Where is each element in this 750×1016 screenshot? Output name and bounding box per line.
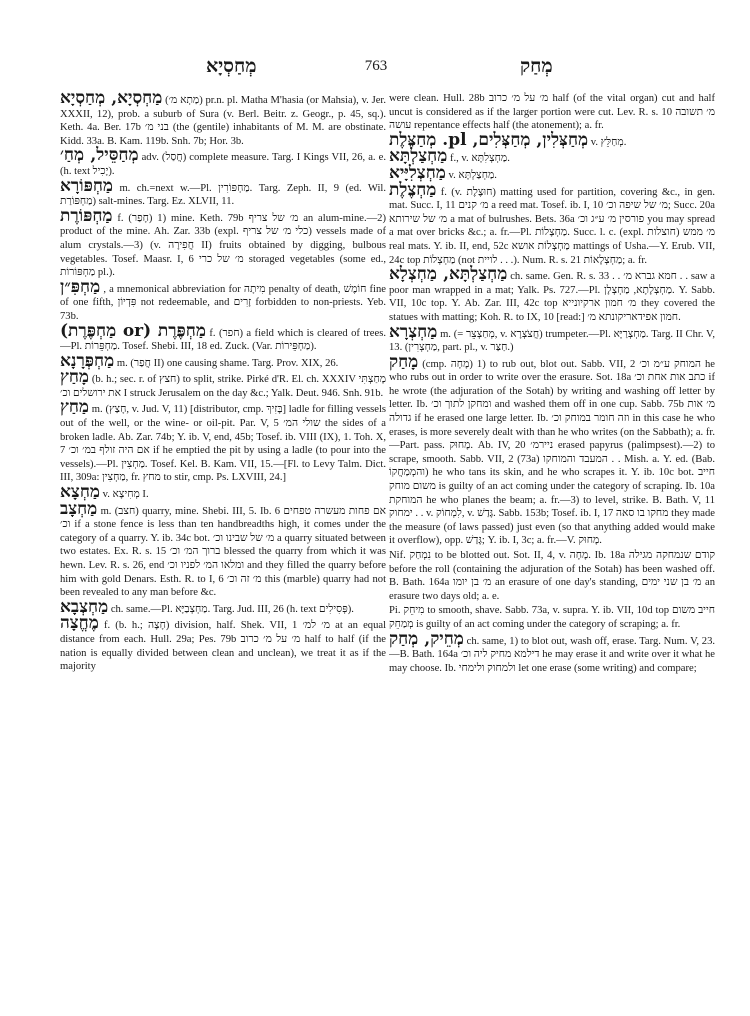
entry-headword: מְחַסֵּיל, מְחַ׳ bbox=[60, 145, 139, 166]
entry-text: m. (= מְחַצְצֵר, v. חֲצֹצְרָא) trumpeter.—Pl. מַחְצְרַיָּא. Targ. II Chr. V, 13. (מַחְצְרִין, part. pl., v. חַצַּר.) bbox=[389, 328, 715, 354]
entry-headword: מַחְצֶלֶת bbox=[389, 179, 437, 200]
entry-text: adv. (חֲסַל) complete measure. Targ. I Kings VII, 26, a. e. (h. text יָכִיל). bbox=[60, 152, 386, 177]
entry-text: f. (v. חוּצֶלֶת) matting used for partition, covering &c., in gen. mat. Succ. I, 11 מ׳ קנים a reed mat. Tosef. ib. I, 10 מ׳ של שיפה וכ׳; Succ. 20a מ׳ של שירותא a mat of bulrushes. Bets. 36a פורסין מ׳ ע״ג וכ׳ you may spread a mat over bricks &c.; a. fr.—Pl. מַחְצָלוֹת. Succ. l. c. (expl. חוצלות) מ׳ ממש real mats. Y. ib. II, end, 52c מַחְצְלוֹת אושא mattings of Usha.—Y. Erub. VII, 24c top מַחְצְלוֹת (not לויית . . .). Num. R. s. 21 מַחְצְלָאוֹת; a. fr. bbox=[389, 186, 715, 266]
entry-headword: מַחְצַלְתָּא bbox=[389, 146, 448, 167]
dictionary-entry bbox=[60, 367, 386, 400]
entry-headword: מַחְצָב bbox=[60, 498, 98, 519]
entry-text: , a mnemonical abbreviation for מִיתָה penalty of death, חוֹמֶשׁ fine of one fifth, פִּדְיוֹן not redeemable, and זָרִים forbidden to non-priests. Yeb. 73b. bbox=[60, 283, 386, 322]
entry-text: ch. same. Gen. R. s. 33 . . חמא גברא מ׳ . . saw a poor man wrapped in a mat; Yalk. Ps. 727.—Pl. מַחְצְלָתָא, מַחְצְלָן. Y. Sabb. VII, 10c top. Y. Ab. Zar. III, 42c top מ׳ חמון ארקיונייא they covered the statues with matting; Koh. R. to IX, 10 [read:] חמון אפידאריקונתא מ׳. bbox=[389, 271, 715, 323]
entry-text: f. (b. h.; חָצָה) division, half. Shek. VII, 1 מ׳ למ׳ at an equal distance from each. Hull. 29a; Pes. 79b מ׳ על מ׳ כרוב half to half (if the nation is equally divided between clean and unclean), we treat it as if the majority bbox=[60, 620, 386, 673]
dictionary-entry bbox=[389, 179, 715, 268]
dictionary-entry bbox=[60, 397, 386, 485]
entry-headword: מָחַק bbox=[389, 351, 419, 372]
entry-text: f. (חפר) a field which is cleared of trees.—Pl. מַחְפֵּרוֹת. Tosef. Shebi. III, 18 ed. Zuck. (Var. מַחְפֵּירוֹת). bbox=[60, 327, 386, 353]
dictionary-entry bbox=[60, 205, 386, 280]
entry-text: f., v. מַחְצְלִתָּא. bbox=[449, 153, 510, 165]
entry-text: m. (חָצַץ, v. Jud. V, 11) [distributor, cmp. בָּזִיךְ] ladle for filling vessels out of the well, or the wine- or oil-pit. Par. V, 5 שולי המ׳ the sides of a broken ladle. Ab. Zar. 74b; Y. ib. V, end, 45b; Tosef. ib. VIII (IX), 1. Toh. X, 7 אם היה זולף במ׳ וכ׳ if he emptied the pit by using a ladle (to pour into the vessels).—Pl. מַחְצִין. Tosef. Kel. B. Kam. VII, 15.—[Fl. to Levy Talm. Dict. III, 309a: מַחְצִין, fr. מחץ to stir, cmp. Ps. LXVIII, 24.] bbox=[60, 404, 386, 484]
entry-text: Pi. מִיחֵק to smooth, shave. Sabb. 73a, v. supra. Y. ib. VII, 10d top חייב משום מְמַחֵק is guilty of an act coming under the category of scraping; a. fr. bbox=[389, 605, 715, 630]
entry-headword: מַחְסְיָא, מְחַסְיָא bbox=[60, 92, 163, 108]
dictionary-entry bbox=[389, 549, 715, 603]
entry-text: (cmp. מָחָה) 1) to rub out, blot out. Sabb. VII, 2 המוחק ע״מ וכ׳ he who rubs out in order to write over the erasure. Sot. 18a כתב אות אחת וכ׳ if he wrote (the adjuration of the Sotah) by writing and washing off letter by letter. Ib. ומחקן לתוך וכ׳ and washed them off in one cup. Sabb. 75b מ׳ אות גדולה if he erased one large letter. Ib. וזה חומר במוחק וכ׳ in this case he who erases, is more severely dealt with than he who writes (on the Sabbath); a. fr.—Part. pass. מָחוּק. Ab. IV, 20 ניירמ׳ erased papyrus (palimpsest).—2) to scrape, smooth. Sabb. VII, 2 (73a) המעבד והמוחקו . . Mish. a. Y. ed. (Bab. והמְמַחֲקוֹ) he who tans its skin, and he who scrapes it. Y. ib. 10c bot. חייב משום מוחק is guilty of an act coming under the category of scraping. Ib. 10a המוחקת he who planes the beam; a. fr.—3) to level, strike. B. Bath. V, 11 ימחוק . . v. לִמְחוֹק, v. גָּדַשׁ. Sabb. 153b; Tosef. ib. I, 17 מחקו בו סאה they made the measure (of laws passed) just even (so that anything added would make it overflow), opp. גָּדַשׁ; Y. ib. I, 3c; a. fr.—V. מָחוּק. bbox=[389, 358, 715, 547]
entry-text: f. (חָפַר) 1) mine. Keth. 79b מ׳ של צריף an alum-mine.—2) product of the mine. Ah. Zar. 33b (expl. כלי מ׳ של צריף) vessels made of alum crystals.—3) (v. חֲפִירָה II) fruits obtained by digging, bulbous vegetables. Tosef. Maasr. I, 6 מ׳ של כרי storaged vegetables (some ed., מַחְפּוֹרוֹת pl.). bbox=[60, 212, 386, 279]
entry-headword: מַחַץ bbox=[60, 397, 89, 418]
entry-text: v. מְחַלֵּץ. bbox=[590, 136, 627, 148]
entry-text: (מַתְא מ׳) pr.n. pl. Matha M'hasia (or Mahsia), v. Jer. XXXII, 12), prob. a suburb of Sura (v. Berl. Beitr. z. Geogr., p. 45, sq.). Keth. 4a. Ber. 17b בני מ׳ (the (gentile) inhabitants of M. M. are obstinate. Kidd. 33a. B. Kam. 119b. Snh. 7b; Hor. 3b. bbox=[60, 95, 386, 147]
dictionary-entry bbox=[60, 175, 386, 209]
dictionary-entry bbox=[60, 613, 386, 673]
dictionary-entry bbox=[60, 276, 386, 324]
entry-headword: מַחְפּוֹרֶת bbox=[60, 205, 113, 226]
entry-text: ch. same.—Pl. מַחְצְבַיָּא. Targ. Jud. III, 26 (h. text פְּסִילִים). bbox=[110, 603, 354, 615]
dictionary-entry bbox=[60, 350, 386, 371]
entry-text: were clean. Hull. 28b מ׳ על מ׳ כרוב half (of the vital organ) cut and half uncut is considered as if the larger portion were cut. Lev. R. s. 10 מ׳ תשובה עושה repentance effects half (the atonement); a. fr. bbox=[389, 93, 715, 132]
page-number: 763 bbox=[364, 58, 388, 74]
entry-text: m. (חֲפַר II) one causing shame. Targ. Prov. XIX, 26. bbox=[116, 357, 339, 369]
entry-text: v. מְחִיצָא I. bbox=[102, 489, 149, 501]
dictionary-entry bbox=[60, 320, 386, 354]
dictionary-entry bbox=[389, 321, 715, 355]
running-head-right: מְחַק bbox=[520, 56, 553, 77]
dictionary-entry bbox=[60, 498, 386, 600]
entry-headword: מָחַץ bbox=[60, 367, 89, 388]
entry-headword: מַחְפִּ״ן bbox=[60, 276, 101, 297]
entry-text: Nif. נִמְחַק to be blotted out. Sot. II, 4, v. מָחָה. Ib. 18a קודם שנמחקה מגילה before the roll (containing the adjuration of the Sotah) has been washed off. B. Bath. 164a מ׳ בן יומו an erasure of one day's standing, מ׳ בן שני ימים an erasure two days old; a. e. bbox=[389, 550, 715, 602]
entry-headword: מַחְצְרָא bbox=[389, 321, 438, 342]
right-column bbox=[389, 92, 715, 1007]
dictionary-entry bbox=[60, 596, 386, 617]
entry-text: v. מַחְצַלְתָּא. bbox=[448, 169, 497, 181]
running-head bbox=[0, 56, 750, 84]
entry-text: ch. same, 1) to blot out, wash off, erase. Targ. Num. V, 23.—B. Bath. 164a דילמא מחיק ליה וכ׳ he may erase it and write over it what he may choose. Ib. ולמחוק ולימחי let one erase (some writing) and compare; bbox=[389, 635, 715, 674]
entry-headword: מֶחֱצָה bbox=[60, 613, 99, 634]
entry-headword: מַחְפְּרָנָא bbox=[60, 350, 115, 371]
left-column bbox=[60, 92, 386, 1007]
dictionary-entry bbox=[389, 92, 715, 133]
running-head-left: מְחַסְיָא bbox=[206, 56, 257, 77]
dictionary-entry bbox=[60, 482, 386, 503]
dictionary-entry bbox=[60, 145, 386, 178]
entry-text: m. ch.=next w.—Pl. מַחְפּוֹרִין. Targ. Zeph. II, 9 (ed. Wil. מַחְפּוֹרַת) salt-mines. Targ. Ez. XLVII, 11. bbox=[60, 182, 386, 208]
entry-headword: מְחַצְּלִין, מְחַצְּלִים, pl. מְחַצֶּלֶת bbox=[389, 129, 589, 150]
dictionary-entry bbox=[389, 604, 715, 631]
entry-headword: מְחֵיק, מְחַק bbox=[389, 628, 464, 649]
entry-headword: מַחְצְבָא bbox=[60, 596, 109, 617]
dictionary-entry bbox=[60, 92, 386, 148]
dictionary-entry bbox=[389, 162, 715, 183]
dictionary-entry bbox=[389, 628, 715, 676]
entry-headword: מַחְפֶּרֶת (or מַחְפֶּרֶת) bbox=[60, 320, 206, 341]
entry-headword: מַחְצְלִיָּיא bbox=[389, 162, 446, 183]
dictionary-entry bbox=[389, 351, 715, 548]
entry-text: m. (חצב) quarry, mine. Shebi. III, 5. Ib. 6 אם פחות מעשרה טפחים וכ׳ if a stone fence is less than ten handbreadths high, it comes under the category of a quarry. Y. ib. 34c bot. מ׳ של שבינו וכ׳ a quarry situated between two estates. Ex. R. s. 15 ברוך המ׳ וכ׳ blessed the quarry from which it was hewn. Lev. R. s. 26, end ומלאו המ׳ לפניו וכ׳ and they filled the quarry before him with gold Denars. Esth. R. to I, 6 מ׳ זה וכ׳ this (marble) quarry had not been revealed to any man before &c. bbox=[60, 505, 386, 599]
entry-headword: מַחְצָא bbox=[60, 482, 100, 503]
entry-text: (b. h.; sec. r. of חצץ) to split, strike. Pirké d'R. El. ch. XXXIV מָחַצְתִּי את ירושלים וכ׳ I struck Jerusalem on the day &c.; Yalk. Deut. 946. Snh. 91b. bbox=[60, 374, 386, 399]
entry-headword: מַחְצַלְתָּא, מַחְצְלָא bbox=[389, 264, 508, 285]
dictionary-entry bbox=[389, 264, 715, 324]
entry-headword: מַחְפּוֹרָא bbox=[60, 175, 114, 196]
